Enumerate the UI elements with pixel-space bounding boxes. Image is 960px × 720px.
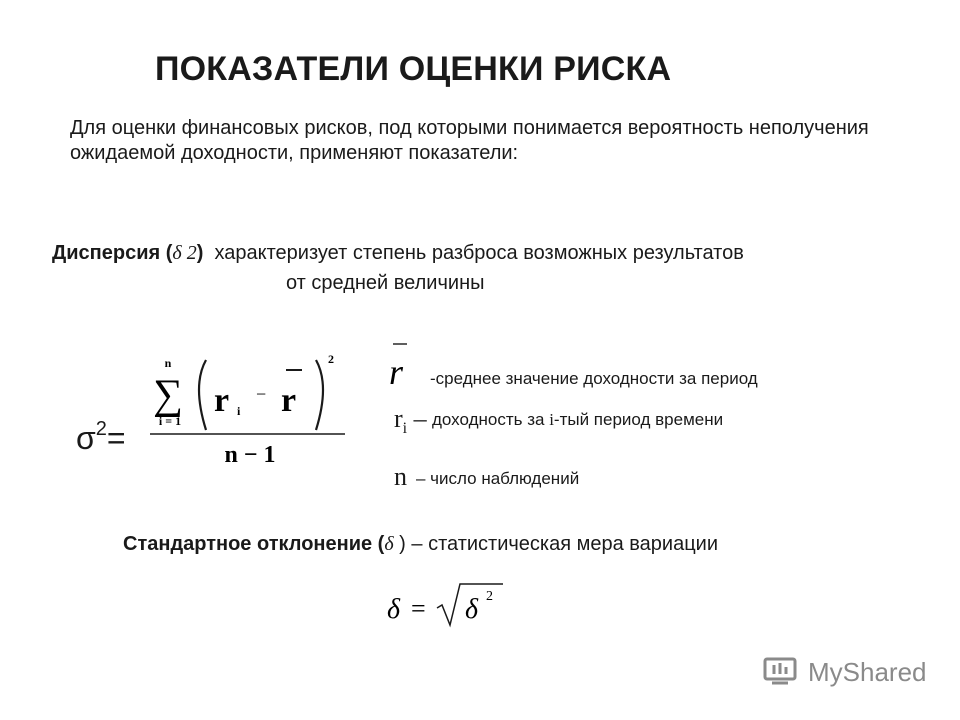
svg-text:r: r <box>389 352 404 391</box>
watermark-text: MyShared <box>808 657 927 687</box>
n-symbol: n <box>394 462 407 491</box>
sum-upper-limit: n <box>164 356 172 370</box>
std-formula-lhs: δ <box>387 594 401 625</box>
right-paren <box>316 360 323 430</box>
dispersion-label: Дисперсия ( <box>52 242 173 264</box>
std-label: Стандартное отклонение ( <box>123 533 385 555</box>
dispersion-close: ) <box>196 242 204 264</box>
std-formula-eq: = <box>411 594 426 623</box>
std-symbol: δ <box>384 533 394 555</box>
numerator-minus: − <box>256 384 267 404</box>
ri-description: доходность за i-тый период времени <box>432 410 724 429</box>
sum-icon: ∑ <box>153 372 183 418</box>
denominator: n − 1 <box>224 442 276 468</box>
std-formula <box>385 580 510 630</box>
variance-lhs-power: 2 <box>95 418 107 440</box>
myshared-logo-icon <box>762 654 802 686</box>
sum-lower-limit: i = 1 <box>158 414 182 428</box>
intro-text: Для оценки финансовых рисков, под которыми понимается вероятность неполучения ожидаемой доходности, применяют показатели: <box>70 117 869 164</box>
std-formula-radicand: δ <box>465 594 479 625</box>
left-paren <box>199 360 206 430</box>
numerator-i: i <box>237 404 241 418</box>
numerator-rbar: r <box>281 382 297 419</box>
std-definition <box>123 533 718 556</box>
dispersion-definition <box>52 242 744 265</box>
rbar-description: -среднее значение доходности за период <box>430 369 758 388</box>
page-title: ПОКАЗАТЕЛИ ОЦЕНКИ РИСКА <box>155 50 672 88</box>
std-formula-power: 2 <box>486 589 493 604</box>
std-description: ) – статистическая мера вариации <box>393 533 719 555</box>
variance-lhs: $\sigma^2=$ <box>76 418 126 456</box>
ri-symbol: $r_i$ – <box>394 404 427 438</box>
dispersion-symbol: δ 2 <box>172 242 197 264</box>
numerator-r: r <box>214 382 230 419</box>
rbar-symbol <box>385 336 425 391</box>
dispersion-desc-line2: от средней величины <box>286 272 485 294</box>
n-description: – число наблюдений <box>416 469 580 488</box>
numerator-power: 2 <box>328 352 334 366</box>
dispersion-desc-line1: характеризует степень разброса возможных результатов <box>214 242 744 264</box>
variance-formula <box>140 345 360 470</box>
